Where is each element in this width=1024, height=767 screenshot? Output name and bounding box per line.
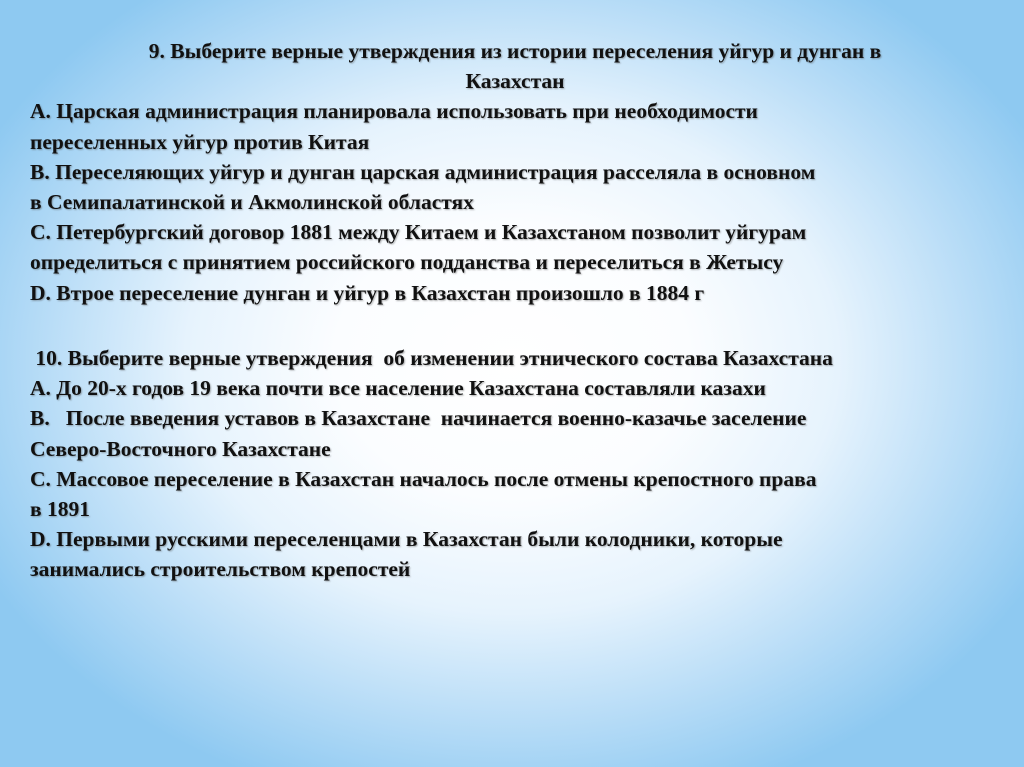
question-9-title-line: Казахстан <box>465 69 565 94</box>
question-9-title-line: 9. Выберите верные утверждения из истории переселения уйгур и дунган в <box>148 39 882 63</box>
question-9-option-b-cont: в Семипалатинской и Акмолинской областях <box>30 190 474 215</box>
question-9-option-a-cont: переселенных уйгур против Китая <box>30 129 370 154</box>
question-10-option-b-cont: Северо-Восточного Казахстане <box>30 436 331 461</box>
question-9-block <box>30 36 1000 308</box>
question-9-option-a: А. Царская администрация планировала использовать при необходимости <box>30 99 758 124</box>
question-10-option-d: D. Первыми русскими переселенцами в Казахстан были колодники, которые <box>30 527 783 552</box>
question-9-option-c-cont: определиться с принятием российского подданства и переселиться в Жетысу <box>30 250 784 275</box>
question-10-title: 10. Выберите верные утверждения об изменении этнического состава Казахстана <box>30 346 833 370</box>
question-9-title <box>30 36 1000 96</box>
question-10-option-b: В. После введения уставов в Казахстане начинается военно-казачье заселение <box>30 406 807 431</box>
question-9-option-d: D. Втрое переселение дунган и уйгур в Казахстан произошло в 1884 г <box>30 280 705 305</box>
question-10-option-c: С. Массовое переселение в Казахстан началось после отмены крепостного права <box>30 466 817 491</box>
question-9-option-c: С. Петербургский договор 1881 между Китаем и Казахстаном позволит уйгурам <box>30 220 807 245</box>
question-10-option-c-cont: в 1891 <box>30 497 90 522</box>
question-9-option-b: В. Переселяющих уйгур и дунган царская администрация расселяла в основном <box>30 159 816 184</box>
question-10-option-d-cont: занимались строительством крепостей <box>30 557 411 582</box>
question-10-block <box>30 343 1000 585</box>
question-10-option-a: А. До 20-х годов 19 века почти все население Казахстана составляли казахи <box>30 376 766 401</box>
